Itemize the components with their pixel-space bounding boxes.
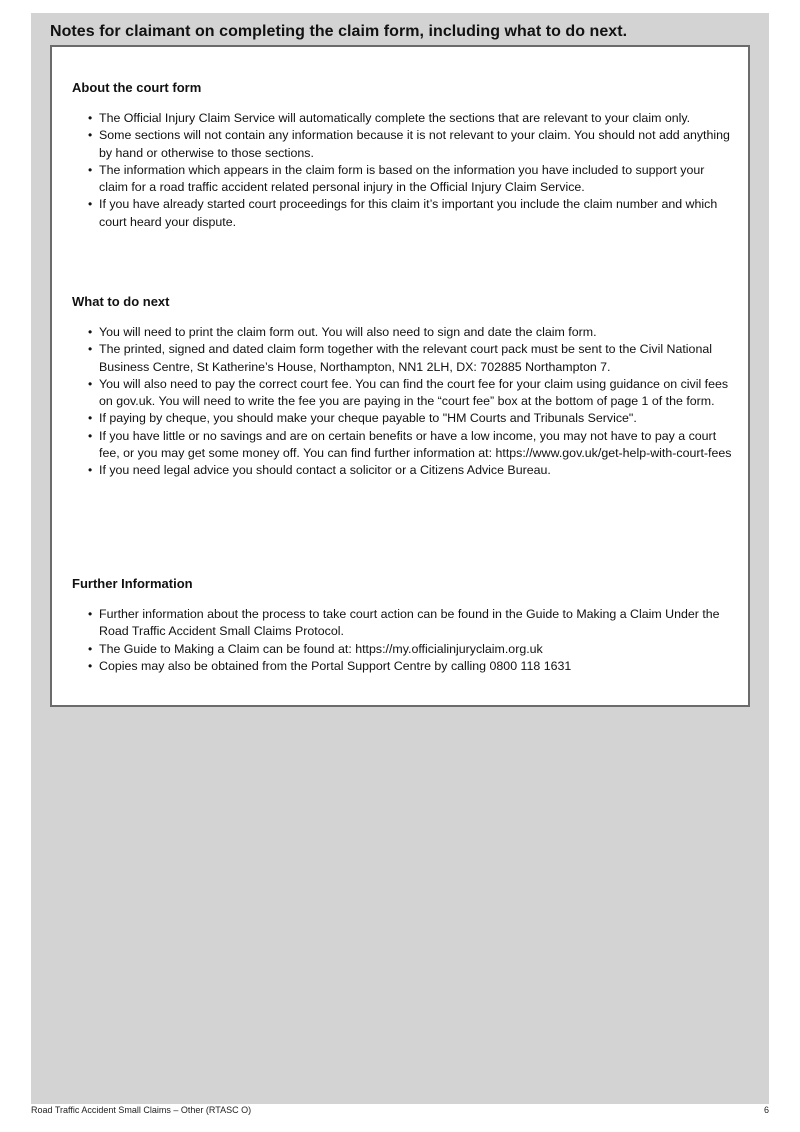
section-heading: Further Information	[72, 576, 193, 591]
section-about-court-form	[72, 79, 732, 231]
section-what-to-do-next	[72, 293, 732, 480]
bullet-icon: •	[88, 463, 93, 478]
list-item-text: You will also need to pay the correct court fee. You can find the court fee for your claim using guidance on civil fees on gov.uk. You will need to write the fee you are paying in the “court fee” box at the bottom of page 1 of the form.	[99, 376, 729, 409]
list-item	[72, 162, 732, 197]
bullet-list	[72, 110, 732, 231]
list-item-text: The information which appears in the claim form is based on the information you have included to support your claim for a road traffic accident related personal injury in the Official Injury Claim Service.	[99, 162, 705, 195]
list-item-text: Further information about the process to take court action can be found in the Guide to Making a Claim Under the Road Traffic Accident Small Claims Protocol.	[99, 607, 720, 639]
list-item-text: If paying by cheque, you should make your cheque payable to "HM Courts and Tribunals Service".	[99, 411, 637, 426]
list-item-text: Copies may also be obtained from the Portal Support Centre by calling 0800 118 1631	[99, 658, 572, 673]
bullet-icon: •	[88, 376, 93, 391]
list-item	[72, 641, 732, 658]
list-item-text: The Official Injury Claim Service will automatically complete the sections that are relevant to your claim only.	[99, 111, 691, 125]
bullet-icon: •	[88, 641, 93, 656]
list-item	[72, 324, 732, 341]
list-item	[72, 127, 732, 162]
bullet-icon: •	[88, 607, 93, 621]
list-item	[72, 110, 732, 127]
list-item-text: Some sections will not contain any information because it is not relevant to your claim. You should not add anything by hand or otherwise to those sections.	[99, 128, 730, 160]
bullet-list	[72, 606, 732, 675]
section-heading: About the court form	[72, 80, 202, 95]
list-item	[72, 462, 732, 479]
list-item-text: The Guide to Making a Claim can be found at: https://my.officialinjuryclaim.org.uk	[99, 641, 543, 656]
footer-form-name: Road Traffic Accident Small Claims – Other (RTASC O)	[31, 1105, 252, 1115]
footer-page-number: 6	[763, 1105, 769, 1115]
section-further-information	[72, 575, 732, 675]
bullet-icon: •	[88, 411, 93, 426]
bullet-icon: •	[88, 658, 93, 673]
list-item-text: If you have little or no savings and are on certain benefits or have a low income, you may not have to pay a court fee, or you may get some money off. You can find further information at: https://www.gov.uk/get-help-with-court-fees	[99, 428, 732, 461]
list-item	[72, 428, 732, 463]
bullet-icon: •	[88, 197, 93, 212]
list-item	[72, 658, 732, 675]
bullet-icon: •	[88, 428, 93, 443]
list-item	[72, 341, 732, 376]
list-item-text: If you have already started court proceedings for this claim it’s important you include the claim number and which court heard your dispute.	[99, 197, 718, 229]
notes-box	[50, 45, 750, 707]
bullet-list	[72, 324, 732, 480]
list-item	[72, 606, 732, 641]
list-item-text: If you need legal advice you should contact a solicitor or a Citizens Advice Bureau.	[99, 463, 551, 478]
list-item-text: You will need to print the claim form out. You will also need to sign and date the claim form.	[99, 325, 597, 339]
bullet-icon: •	[88, 128, 93, 143]
bullet-icon: •	[88, 111, 93, 125]
list-item	[72, 196, 732, 231]
list-item	[72, 376, 732, 411]
bullet-icon: •	[88, 342, 93, 357]
bullet-icon: •	[88, 325, 93, 339]
page-title: Notes for claimant on completing the claim form, including what to do next.	[50, 23, 628, 40]
list-item-text: The printed, signed and dated claim form together with the relevant court pack must be sent to the Civil National Business Centre, St Katherine’s House, Northampton, NN1 2LH, DX: 702885 Northampton 7.	[99, 342, 712, 374]
list-item	[72, 410, 732, 427]
section-heading: What to do next	[72, 294, 170, 309]
bullet-icon: •	[88, 162, 93, 177]
